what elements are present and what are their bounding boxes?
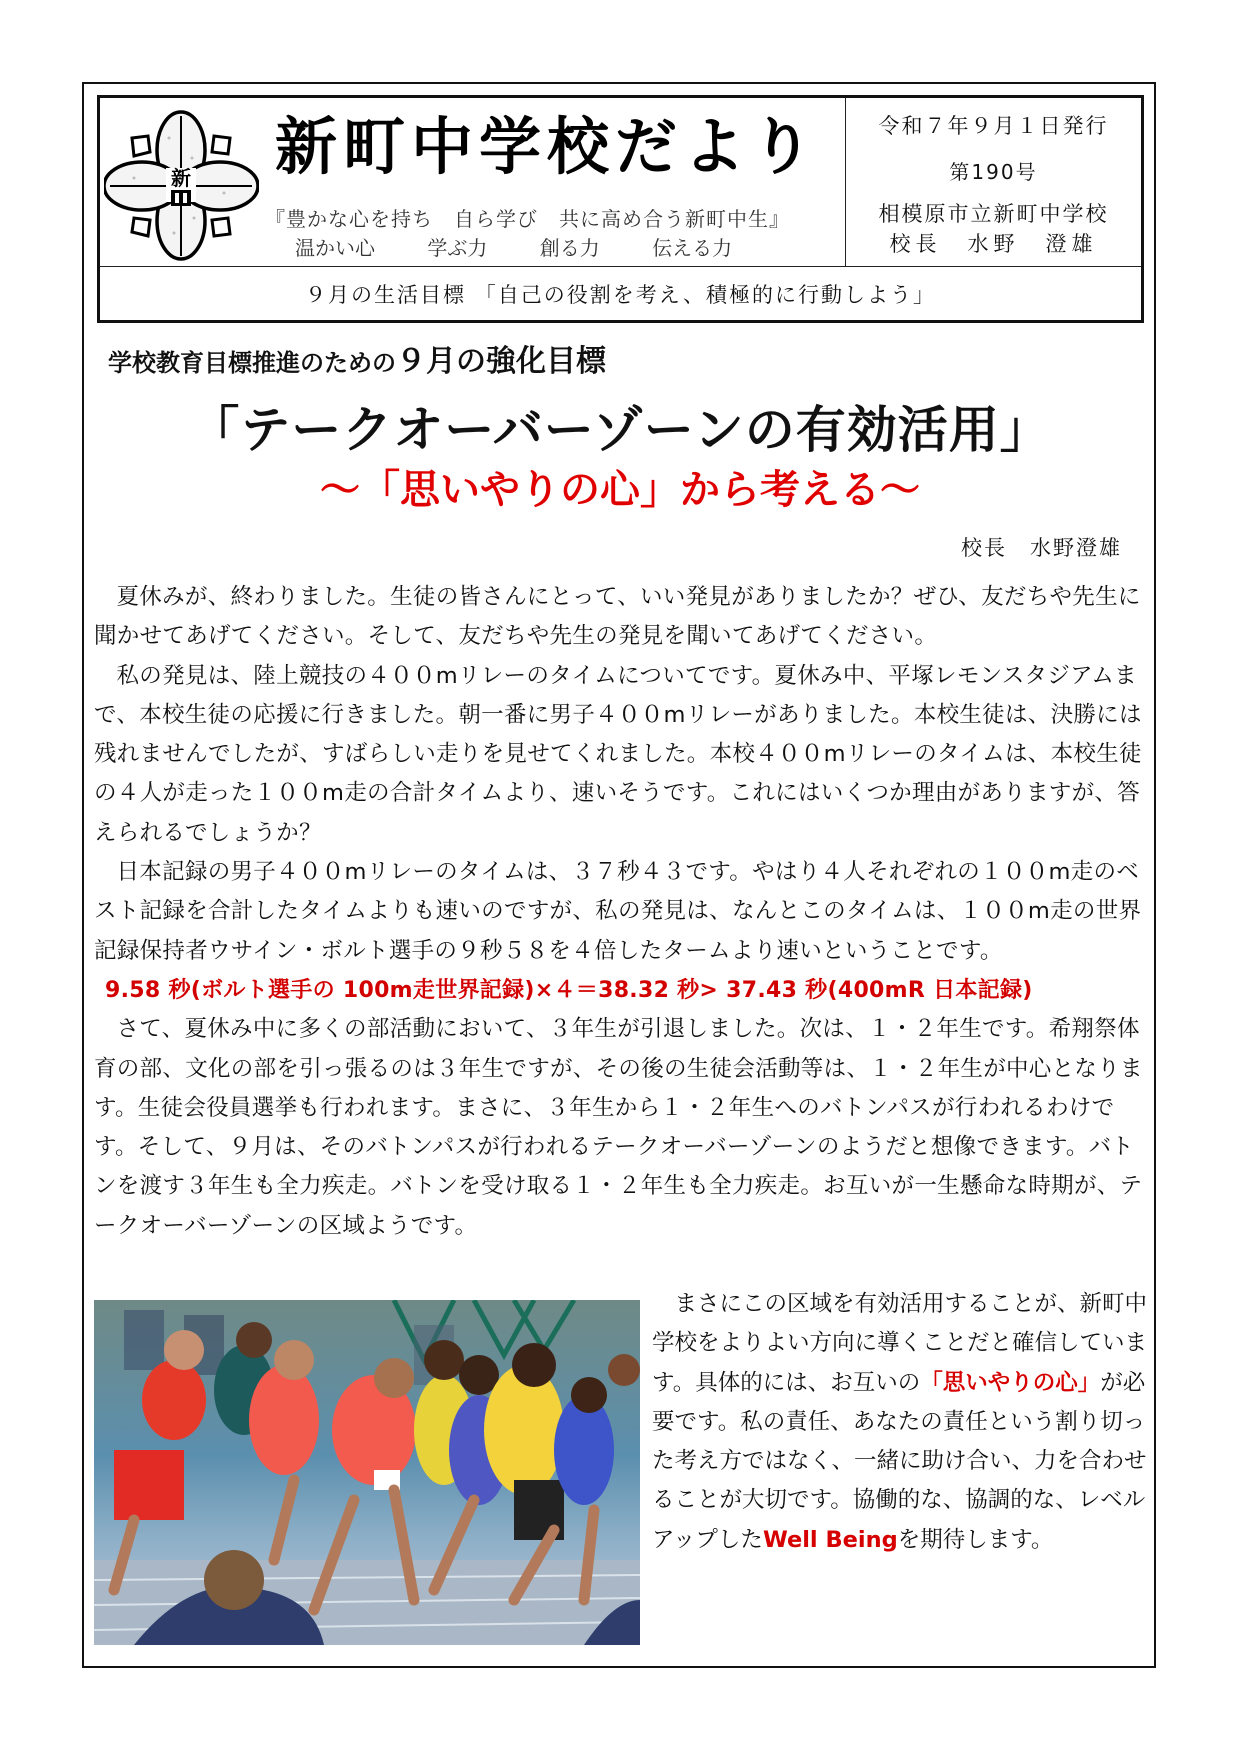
article-title: 「テークオーバーゾーンの有効活用」 <box>189 401 1051 459</box>
masthead-box <box>97 95 1144 323</box>
paragraph: 私の発見は、陸上競技の４００mリレーのタイムについてです。夏休み中、平塚レモンスタジアムまで、本校生徒の応援に行きました。朝一番に男子４００mリレーがありました。本校生徒は、決勝には残れませんでしたが、すばらしい走りを見せてくれました。本校４００mリレーのタイムは、本校生徒の４人が走った１００m走の合計タイムより、速いそうです。これにはいくつか理由がありますが、答えられるでしょうか？ <box>94 662 1142 846</box>
paragraph: 日本記録の男子４００mリレーのタイムは、３７秒４３です。やはり４人それぞれの１００m走のベスト記録を合計したタイムよりも速いのですが、私の発見は、なんとこのタイムは、１００m走の世界記録保持者ウサイン・ボルト選手の９秒５８を４倍したタームより速いということです。 <box>94 859 1142 964</box>
goal-label <box>108 336 606 380</box>
pillar: 学ぶ力 <box>427 236 488 260</box>
issue-date: 令和７年９月１日発行 <box>878 114 1109 138</box>
emphasis-well-being: Well Being <box>762 1526 898 1553</box>
article-body <box>94 578 1146 1246</box>
school-motto: 『豊かな心を持ち 自ら学び 共に高め合う新町中生』 <box>265 207 790 231</box>
principal-name: 校長 水野 澄雄 <box>889 232 1098 256</box>
record-formula: 9.58 秒(ボルト選手の 100m走世界記録)×４＝38.32 秒> 37.43 秒(400mR 日本記録) <box>105 977 1033 1003</box>
issue-number: 第190号 <box>949 160 1038 184</box>
emphasis-omoiyari: 「思いやりの心」 <box>920 1369 1101 1396</box>
relay-race-photo <box>94 1300 640 1645</box>
pillar: 創る力 <box>539 236 600 260</box>
pillar: 伝える力 <box>652 236 733 260</box>
article-author: 校長 水野澄雄 <box>961 536 1122 560</box>
goal-label-prefix: 学校教育目標推進のための <box>108 349 396 377</box>
relay-photo-illustration <box>94 1300 640 1645</box>
masthead-left <box>100 98 845 266</box>
closing-text <box>652 1285 1147 1560</box>
closing-line-1: まさにこの区域を有効活用することが、新町中学校をよりよい方向に導くことだと確信しています。具体的には、お互いの <box>652 1291 1148 1396</box>
pillar: 温かい心 <box>295 236 375 260</box>
svg-text:新: 新 <box>171 166 191 190</box>
school-emblem-icon <box>104 108 259 263</box>
article-subtitle: ～「思いやりの心」から考える～ <box>320 467 920 513</box>
goal-label-emph: ９月の強化目標 <box>396 344 606 379</box>
newsletter-title: 新町中学校だより <box>275 110 820 183</box>
closing-line-2: が必要です。私の責任、あなたの責任という割り切った考え方ではなく、一緒に助け合い、力を合わせることが大切です。協働的な、協調的な、レベルアップした <box>652 1369 1147 1553</box>
paragraph: さて、夏休み中に多くの部活動において、３年生が引退しました。次は、１・２年生です。希翔祭体育の部、文化の部を引っ張るのは３年生ですが、その後の生徒会活動等は、１・２年生が中心となります。生徒会役員選挙も行われます。まさに、３年生から１・２年生へのバトンパスが行われるわけです。そして、９月は、そのバトンパスが行われるテークオーバーゾーンのようだと想像できます。バトンを渡す３年生も全力疾走。バトンを受け取る１・２年生も全力疾走。お互いが一生懸命な時期が、テークオーバーゾーンの区域ようです。 <box>94 1016 1143 1239</box>
monthly-life-goal: ９月の生活目標 「自己の役割を考え、積極的に行動しよう」 <box>100 266 1141 320</box>
paragraph: 夏休みが、終わりました。生徒の皆さんにとって、いい発見がありましたか？ぜひ、友だちや先生に聞かせてあげてください。そして、友だちや先生の発見を聞いてあげてください。 <box>94 584 1141 650</box>
issue-info <box>845 98 1141 266</box>
closing-paragraph <box>652 1285 1147 1560</box>
school-pillars <box>295 232 778 261</box>
school-name: 相模原市立新町中学校 <box>878 202 1109 226</box>
closing-line-3: を期待します。 <box>897 1526 1054 1553</box>
